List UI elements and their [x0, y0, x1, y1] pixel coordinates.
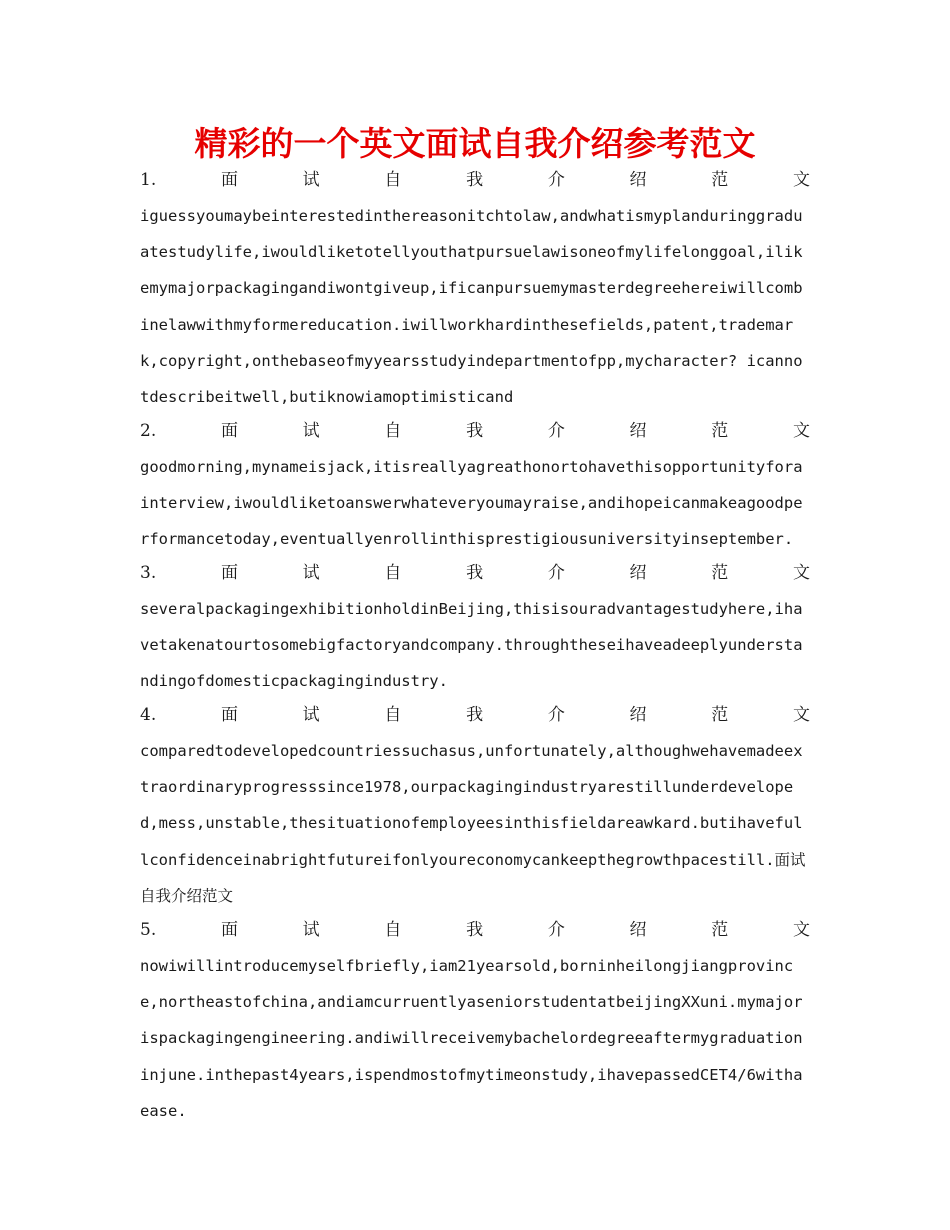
heading-char: 试: [302, 920, 320, 940]
heading-char: 范: [711, 170, 729, 190]
section-number: 4.: [140, 705, 157, 725]
section-body: severalpackagingexhibitionholdinBeijing,thisisouradvantagestudyhere,ihavetakenatourtosomebigfactoryandcompany.throughtheseihaveadeeplyunderstandingofdomesticpackagingindustry.: [140, 600, 803, 691]
heading-char: 我: [466, 421, 484, 441]
heading-char: 自: [384, 563, 402, 583]
heading-char: 我: [466, 170, 484, 190]
heading-char: 自: [384, 920, 402, 940]
section-number: 1.: [140, 170, 157, 190]
heading-char: 绍: [629, 920, 647, 940]
heading-char: 文: [792, 920, 810, 940]
section-3: [140, 555, 810, 700]
heading-char: 面: [220, 563, 238, 583]
section-heading: [140, 162, 810, 198]
heading-char: 面: [220, 920, 238, 940]
heading-char: 面: [220, 421, 238, 441]
heading-char: 介: [547, 705, 565, 725]
heading-char: 我: [466, 563, 484, 583]
heading-char: 试: [302, 563, 320, 583]
heading-char: 面: [220, 170, 238, 190]
heading-char: 绍: [629, 705, 647, 725]
heading-char: 绍: [629, 563, 647, 583]
heading-char: 范: [711, 421, 729, 441]
section-body: nowiwillintroducemyselfbriefly,iam21yearsold,borninheilongjiangprovince,northeastofchina,andiamcurruentlyaseniorstudentatbeijingXXuni.mymajorispackagingengineering.andiwillreceivemybachelordegreeaftermygraduationinjune.inthepast4years,ispendmostofmytimeonstudy,ihavepassedCET4/6withaease.: [140, 957, 803, 1120]
heading-char: 我: [466, 705, 484, 725]
section-5: [140, 912, 810, 1129]
heading-char: 文: [792, 705, 810, 725]
heading-char: 自: [384, 705, 402, 725]
heading-char: 我: [466, 920, 484, 940]
heading-char: 介: [547, 920, 565, 940]
document-title: 精彩的一个英文面试自我介绍参考范文: [194, 124, 756, 163]
section-number: 3.: [140, 563, 157, 583]
heading-char: 介: [547, 421, 565, 441]
section-2: [140, 413, 810, 558]
section-heading: [140, 413, 810, 449]
section-4: [140, 697, 810, 914]
section-heading: [140, 697, 810, 733]
section-1: [140, 162, 810, 415]
section-heading: [140, 912, 810, 948]
section-body: goodmorning,mynameisjack,itisreallyagreathonortohavethisopportunityforainterview,iwouldliketoanswerwhateveryoumayraise,andihopeicanmakeagoodperformancetoday,eventuallyenrollinthisprestigiousuniversityinseptember.: [140, 458, 803, 549]
heading-char: 介: [547, 170, 565, 190]
heading-char: 文: [792, 421, 810, 441]
heading-char: 自: [384, 170, 402, 190]
heading-char: 绍: [629, 421, 647, 441]
heading-char: 面: [220, 705, 238, 725]
section-heading: [140, 555, 810, 591]
heading-char: 自: [384, 421, 402, 441]
heading-char: 试: [302, 705, 320, 725]
heading-char: 试: [302, 170, 320, 190]
heading-char: 文: [792, 170, 810, 190]
heading-char: 范: [711, 920, 729, 940]
section-number: 2.: [140, 421, 157, 441]
heading-char: 范: [711, 563, 729, 583]
section-body: iguessyoumaybeinterestedinthereasonitchtolaw,andwhatismyplanduringgraduatestudylife,iwouldliketotellyouthatpursuelawisoneofmylifelonggoal,ilikemymajorpackagingandiwontgiveup,ificanpursuemymasterdegreehereiwillcombinelawwithmyformereducation.iwillworkhardinthesefields,patent,trademark,copyright,onthebaseofmyyearsstudyindepartmentofpp,mycharacter? icannotdescribeitwell,butiknowiamoptimisticand: [140, 207, 803, 407]
section-number: 5.: [140, 920, 157, 940]
section-body: comparedtodevelopedcountriessuchasus,unfortunately,althoughwehavemadeextraordinaryprogresssince1978,ourpackagingindustryarestillunderdeveloped,mess,unstable,thesituationofemployeesinthisfieldareawkard.butihavefullconfidenceinabrightfutureifonlyoureconomycankeepthegrowthpacestill.面试自我介绍范文: [140, 742, 806, 905]
heading-char: 文: [792, 563, 810, 583]
heading-char: 试: [302, 421, 320, 441]
heading-char: 范: [711, 705, 729, 725]
heading-char: 介: [547, 563, 565, 583]
heading-char: 绍: [629, 170, 647, 190]
